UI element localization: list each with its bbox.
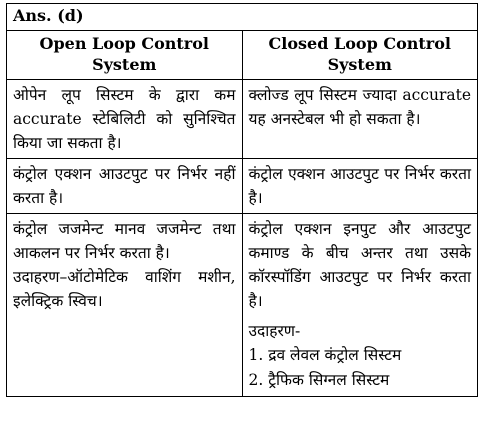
open-loop-cell: ओपेन लूप सिस्टम के द्वारा कम accurate स्टेबिलिटी को सुनिश्चित किया जा सकता है। <box>7 80 243 159</box>
closed-loop-cell: क्लोज्ड लूप सिस्टम ज्यादा accurate यह अनस्टेबल भी हो सकता है। <box>242 80 478 159</box>
open-loop-cell <box>7 214 243 397</box>
comparison-table <box>6 3 478 397</box>
closed-loop-example-label: उदाहरण- <box>248 322 301 340</box>
header-closed-loop: Closed Loop Control System <box>242 31 478 80</box>
list-item: 1. द्रव लेवल कंट्रोल सिस्टम <box>248 346 402 364</box>
answer-table-container <box>6 3 478 397</box>
open-loop-example: उदाहरण–ऑटोमेटिक वाशिंग मशीन, इलेक्ट्रिक स्विच। <box>13 268 236 310</box>
closed-loop-cell: कंट्रोल एक्शन आउटपुट पर निर्भर करता है। <box>242 159 478 214</box>
answer-row <box>7 4 478 31</box>
header-row <box>7 31 478 80</box>
closed-loop-example-list <box>249 343 472 393</box>
open-loop-text: कंट्रोल जजमेन्ट मानव जजमेन्ट तथा आकलन पर निर्भर करता है। <box>13 220 236 262</box>
closed-loop-cell <box>242 214 478 397</box>
closed-loop-text: कंट्रोल एक्शन इनपुट और आउटपुट कमाण्ड के बीच अन्तर तथा उसके कॉरस्पॉडिंग आउटपुट पर निर्भर करता है। <box>248 220 471 310</box>
table-row <box>7 80 478 159</box>
open-loop-cell: कंट्रोल एक्शन आउटपुट पर निर्भर नहीं करता है। <box>7 159 243 214</box>
answer-label: Ans. (d) <box>7 4 478 31</box>
header-open-loop: Open Loop Control System <box>7 31 243 80</box>
table-row <box>7 159 478 214</box>
table-row <box>7 214 478 397</box>
list-item: 2. ट्रैफिक सिग्नल सिस्टम <box>248 371 390 389</box>
